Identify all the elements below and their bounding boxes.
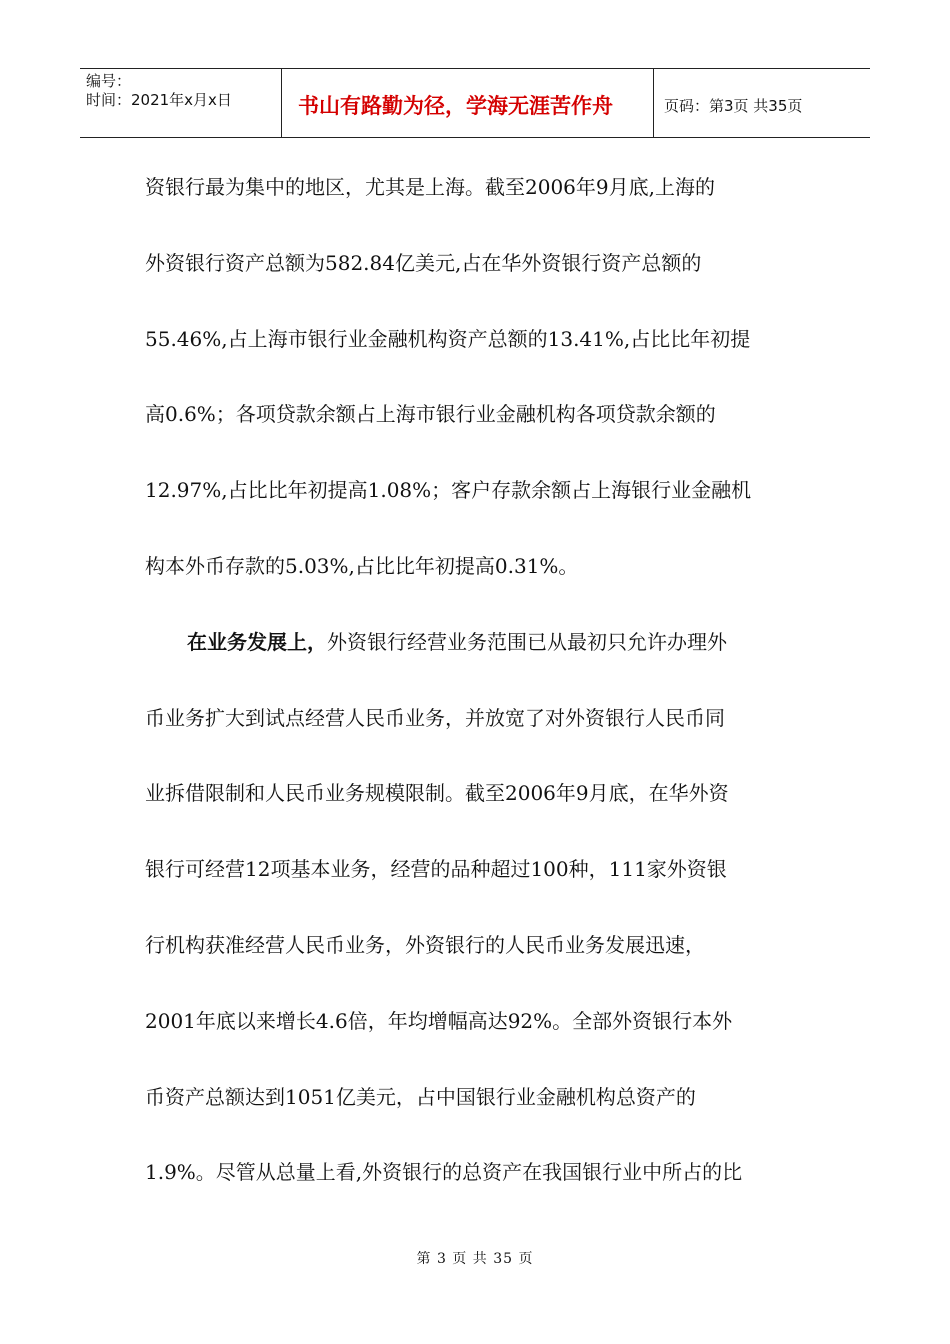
body-line: 外资银行资产总额为582.84亿美元,占在华外资银行资产总额的 <box>145 250 702 275</box>
body-line: 行机构获准经营人民币业务，外资银行的人民币业务发展迅速， <box>145 932 705 957</box>
page-footer: 第 3 页 共 35 页 <box>416 1251 534 1267</box>
body-line: 1.9%。尽管从总量上看,外资银行的总资产在我国银行业中所占的比 <box>145 1160 743 1185</box>
body-line: 12.97%,占比比年初提高1.08%；客户存款余额占上海银行业金融机 <box>145 478 752 503</box>
document-code-label: 编号： <box>86 72 132 90</box>
body-line: 高0.6%；各项贷款余额占上海市银行业金融机构各项贷款余额的 <box>145 402 716 427</box>
header-page-cell <box>654 69 870 137</box>
header-motto-cell <box>282 69 654 137</box>
header-motto: 书山有路勤为径，学海无涯苦作舟 <box>298 94 613 118</box>
body-line: 2001年底以来增长4.6倍，年均增幅高达92%。全部外资银行本外 <box>145 1008 733 1033</box>
header-page-info: 页码：第3页 共35页 <box>664 96 803 115</box>
body-line: 业拆借限制和人民币业务规模限制。截至2006年9月底，在华外资 <box>145 781 729 806</box>
document-time-label: 时间：2021年x月x日 <box>86 91 232 109</box>
body-line: 资银行最为集中的地区，尤其是上海。截至2006年9月底,上海的 <box>145 175 715 199</box>
paragraph-first-line <box>145 605 817 681</box>
document-body <box>145 150 817 1211</box>
header-meta-cell <box>80 69 282 137</box>
paragraph-lead-heading: 在业务发展上， <box>187 629 327 654</box>
paragraph-first-line-text: 外资银行经营业务范围已从最初只允许办理外 <box>327 629 727 654</box>
body-line: 币资产总额达到1051亿美元，占中国银行业金融机构总资产的 <box>145 1084 696 1109</box>
body-line: 55.46%,占上海市银行业金融机构资产总额的13.41%,占比比年初提 <box>145 326 751 351</box>
header-table <box>80 68 870 138</box>
body-line: 银行可经营12项基本业务，经营的品种超过100种，111家外资银 <box>145 857 727 882</box>
body-line: 构本外币存款的5.03%,占比比年初提高0.31%。 <box>145 553 579 578</box>
body-line: 币业务扩大到试点经营人民币业务，并放宽了对外资银行人民币同 <box>145 705 725 730</box>
